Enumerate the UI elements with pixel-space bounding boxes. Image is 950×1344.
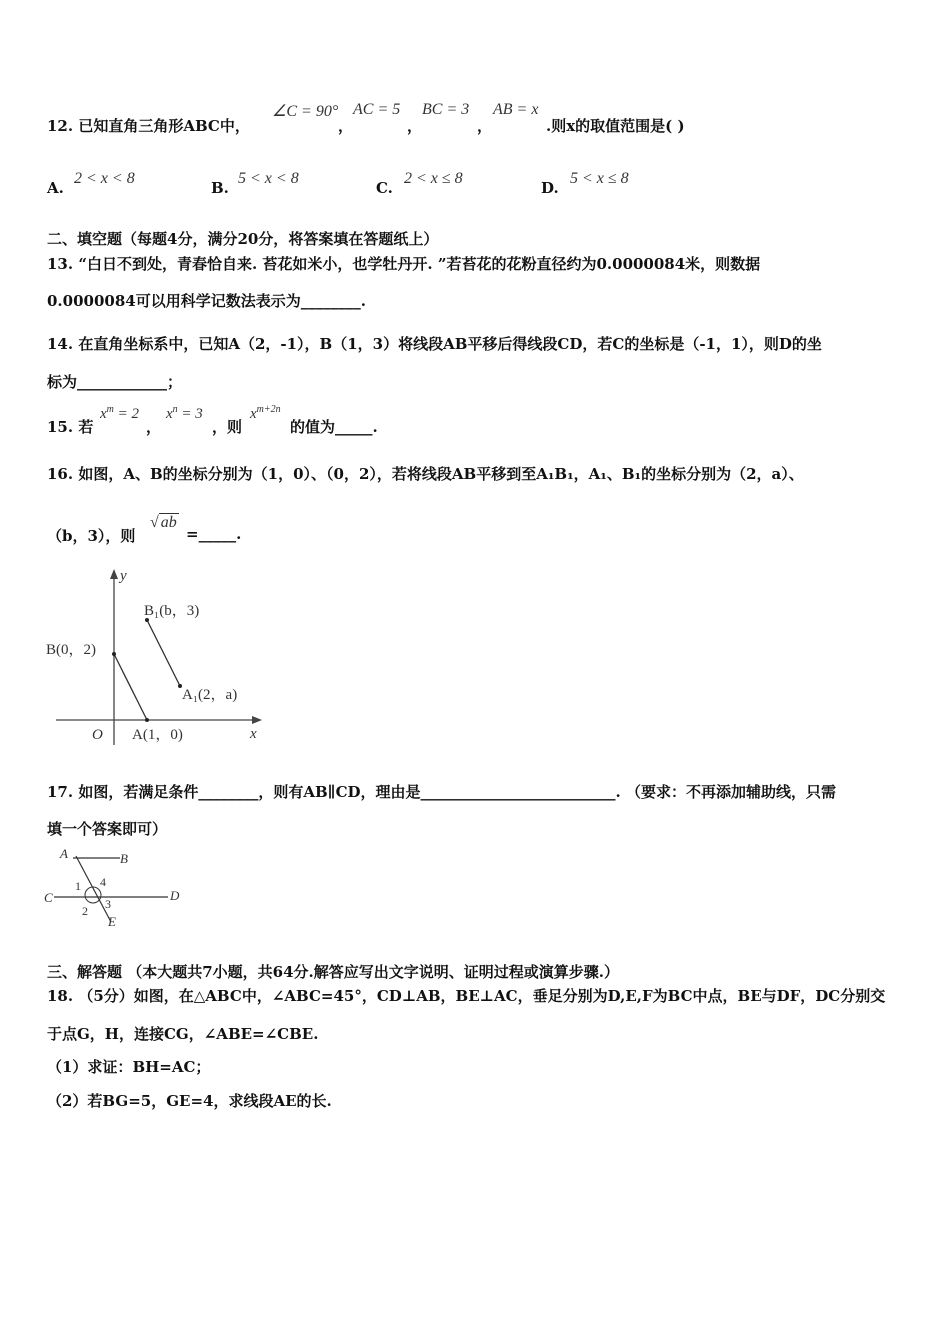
angle-4: 4 xyxy=(100,875,106,889)
label-a: A(1，0) xyxy=(132,727,183,743)
q17-line-1: 17. 如图，若满足条件________，则有AB∥CD，理由是__________________________. （要求：不再添加辅助线，只需 xyxy=(47,783,836,801)
q18-part-1: （1）求证：BH=AC； xyxy=(47,1058,211,1076)
q15-comma: ， xyxy=(146,418,162,436)
q15-expr-xm: $x^m = 2$ xyxy=(100,404,140,422)
q15-mid: ，则 xyxy=(212,418,243,436)
q12-cond-ac: AC = 5 xyxy=(353,101,401,118)
angle-3: 3 xyxy=(105,897,111,911)
q17-parallel-figure xyxy=(40,842,190,932)
q12-prefix: 12. 已知直角三角形ABC中， xyxy=(47,117,250,135)
label-c: C xyxy=(44,890,53,905)
q15-expr-xm2n: $x^{m+2n}$ xyxy=(250,404,281,422)
angle-marker xyxy=(85,887,101,903)
q12-suffix: .则x的取值范围是( ) xyxy=(546,117,685,135)
q16-coordinate-figure xyxy=(40,565,280,750)
q17-line-2: 填一个答案即可） xyxy=(47,820,168,838)
q18-line-1: 18. （5分）如图，在△ABC中，∠ABC=45°，CD⊥AB，BE⊥AC，垂足分别为D,E,F为BC中点，BE与DF，DC分别交 xyxy=(47,987,886,1005)
q13-line-2: 0.0000084可以用科学记数法表示为________. xyxy=(47,292,366,310)
q12-option-c-label: C. xyxy=(376,179,393,197)
label-b: B(0，2) xyxy=(46,642,96,658)
section-2-heading: 二、填空题（每题4分，满分20分，将答案填在答题纸上） xyxy=(47,230,439,248)
q12-option-a-expr: 2 < x < 8 xyxy=(74,170,135,187)
angle-2: 2 xyxy=(82,904,88,918)
q12-comma-2: ， xyxy=(407,117,423,135)
q13-line-1: 13. “白日不到处，青春恰自来. 苔花如米小，也学牡丹开. ”若苔花的花粉直径约为0.0000084米，则数据 xyxy=(47,255,761,273)
q12-stem xyxy=(47,115,250,136)
y-axis-arrow xyxy=(110,569,118,579)
q12-option-a-label: A. xyxy=(47,179,64,197)
label-e: E xyxy=(108,914,116,929)
origin-label: O xyxy=(92,727,103,743)
q18-line-2: 于点G，H，连接CG，∠ABE=∠CBE. xyxy=(47,1025,319,1043)
label-a1: A₁(2，a) xyxy=(182,687,238,703)
q16-line-2-suffix: =_____. xyxy=(186,525,242,543)
x-axis-label: x xyxy=(250,726,257,742)
segment-a1b1 xyxy=(147,620,180,686)
q12-option-d-label: D. xyxy=(541,179,559,197)
point-a xyxy=(145,718,149,722)
q12-option-b-label: B. xyxy=(211,179,229,197)
point-b xyxy=(112,652,116,656)
q15-prefix: 15. 若 xyxy=(47,418,94,436)
angle-1: 1 xyxy=(75,879,81,893)
q12-comma-3: ， xyxy=(477,117,493,135)
q16-line-1: 16. 如图，A、B的坐标分别为（1，0）、（0，2），若将线段AB平移到至A₁B₁，A₁、B₁的坐标分别为（2，a）、 xyxy=(47,465,804,483)
q15-suffix: 的值为_____. xyxy=(290,418,378,436)
section-3-heading: 三、解答题 （本大题共7小题，共64分.解答应写出文字说明、证明过程或演算步骤.） xyxy=(47,963,619,981)
q18-part-2: （2）若BG=5，GE=4，求线段AE的长. xyxy=(47,1092,332,1110)
label-d: D xyxy=(170,888,180,903)
q15-expr-xn: $x^n = 3$ xyxy=(166,404,203,422)
q12-comma-1: ， xyxy=(338,117,354,135)
q12-option-b-expr: 5 < x < 8 xyxy=(238,170,299,187)
label-a: A xyxy=(60,846,68,861)
q12-option-c-expr: 2 < x ≤ 8 xyxy=(404,170,463,187)
q12-option-d-expr: 5 < x ≤ 8 xyxy=(570,170,629,187)
q16-sqrt-ab: √ ab xyxy=(150,514,177,531)
q12-cond-bc: BC = 3 xyxy=(422,101,470,118)
q14-line-1: 14. 在直角坐标系中，已知A（2，-1），B（1，3）将线段AB平移后得线段CD，若C的坐标是（-1，1），则D的坐 xyxy=(47,335,822,353)
q12-cond-angle: ∠C = 90° xyxy=(272,103,339,120)
y-axis-label: y xyxy=(120,568,127,584)
q14-line-2: 标为____________； xyxy=(47,373,183,391)
q16-line-2-prefix: （b，3），则 xyxy=(47,527,136,545)
x-axis-arrow xyxy=(252,716,262,724)
label-b: B xyxy=(120,851,128,866)
segment-ab xyxy=(114,654,147,720)
q12-cond-ab: AB = x xyxy=(493,101,539,118)
label-b1: B₁(b，3) xyxy=(144,603,200,619)
